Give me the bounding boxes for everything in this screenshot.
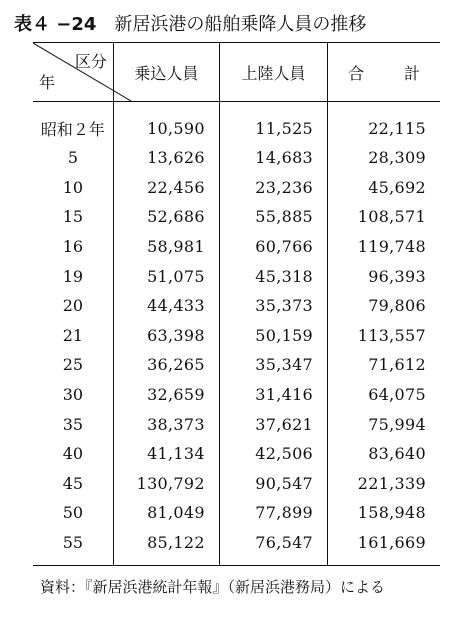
table-row (33, 102, 440, 144)
year-cell: 15 (33, 202, 113, 232)
year-cell: 16 (33, 232, 113, 262)
table-row (33, 439, 440, 469)
table-row (33, 380, 440, 410)
year-cell: 昭和２年 (33, 102, 113, 144)
table-row (33, 469, 440, 499)
table-caption: 新居浜港の船舶乗降人員の推移 (114, 14, 367, 35)
landing-cell: 50,159 (219, 321, 327, 351)
boarding-cell: 41,134 (113, 439, 219, 469)
corner-label-year: 年 (39, 73, 56, 92)
landing-cell: 23,236 (219, 173, 327, 203)
boarding-cell: 44,433 (113, 291, 219, 321)
landing-cell: 31,416 (219, 380, 327, 410)
table-row (33, 202, 440, 232)
passenger-table (33, 42, 440, 566)
corner-header (33, 43, 113, 102)
table-row (33, 321, 440, 351)
total-cell: 64,075 (368, 385, 426, 405)
table-row (33, 143, 440, 173)
total-cell: 119,748 (357, 237, 426, 257)
boarding-cell: 13,626 (113, 143, 219, 173)
year-cell: 20 (33, 291, 113, 321)
boarding-cell: 63,398 (113, 321, 219, 351)
boarding-cell: 51,075 (113, 261, 219, 291)
boarding-cell: 58,981 (113, 232, 219, 262)
table-row (33, 261, 440, 291)
boarding-cell: 52,686 (113, 202, 219, 232)
table-row (33, 409, 440, 439)
table-row (33, 173, 440, 203)
total-cell: 83,640 (368, 444, 426, 464)
landing-cell: 35,373 (219, 291, 327, 321)
table-row (33, 528, 440, 566)
header-landing: 上陸人員 (219, 43, 327, 102)
header-total-right: 計 (404, 63, 421, 83)
boarding-cell: 10,590 (113, 102, 219, 144)
landing-cell: 77,899 (219, 498, 327, 528)
year-cell: 30 (33, 380, 113, 410)
boarding-cell: 38,373 (113, 409, 219, 439)
total-cell: 45,692 (368, 177, 426, 197)
header-boarding: 乗込人員 (113, 43, 219, 102)
header-row (33, 43, 440, 102)
header-total-left: 合 (348, 63, 365, 83)
total-cell: 96,393 (368, 266, 426, 286)
source-note: 資料：『新居浜港統計年報』（新居浜港務局）による (40, 578, 386, 596)
total-cell: 221,339 (357, 473, 426, 493)
total-cell: 108,571 (357, 207, 426, 227)
total-cell: 113,557 (357, 325, 426, 345)
landing-cell: 42,506 (219, 439, 327, 469)
landing-cell: 60,766 (219, 232, 327, 262)
year-cell: 5 (33, 143, 113, 173)
total-cell: 158,948 (357, 503, 426, 523)
year-cell: 35 (33, 409, 113, 439)
landing-cell: 45,318 (219, 261, 327, 291)
landing-cell: 55,885 (219, 202, 327, 232)
total-cell: 22,115 (368, 119, 426, 138)
landing-cell: 35,347 (219, 350, 327, 380)
total-cell: 28,309 (368, 148, 426, 168)
year-cell: 19 (33, 261, 113, 291)
landing-cell: 90,547 (219, 469, 327, 499)
boarding-cell: 85,122 (113, 528, 219, 566)
year-cell: 10 (33, 173, 113, 203)
boarding-cell: 81,049 (113, 498, 219, 528)
boarding-cell: 130,792 (113, 469, 219, 499)
table-number: 表４ −24 (14, 14, 97, 35)
total-cell: 79,806 (368, 296, 426, 316)
total-cell: 75,994 (368, 414, 426, 434)
table-row (33, 291, 440, 321)
boarding-cell: 32,659 (113, 380, 219, 410)
year-cell: 45 (33, 469, 113, 499)
year-cell: 40 (33, 439, 113, 469)
total-cell: 71,612 (368, 355, 426, 375)
table-title (14, 10, 444, 36)
boarding-cell: 36,265 (113, 350, 219, 380)
landing-cell: 14,683 (219, 143, 327, 173)
landing-cell: 37,621 (219, 409, 327, 439)
total-cell: 161,669 (328, 528, 440, 566)
corner-label-category: 区分 (74, 52, 107, 71)
year-cell: 21 (33, 321, 113, 351)
table-row (33, 350, 440, 380)
year-cell: 50 (33, 498, 113, 528)
landing-cell: 76,547 (219, 528, 327, 566)
year-cell: 55 (33, 528, 113, 566)
boarding-cell: 22,456 (113, 173, 219, 203)
year-cell: 25 (33, 350, 113, 380)
table-row (33, 232, 440, 262)
header-total (328, 43, 440, 102)
landing-cell: 11,525 (219, 102, 327, 144)
table-row (33, 498, 440, 528)
